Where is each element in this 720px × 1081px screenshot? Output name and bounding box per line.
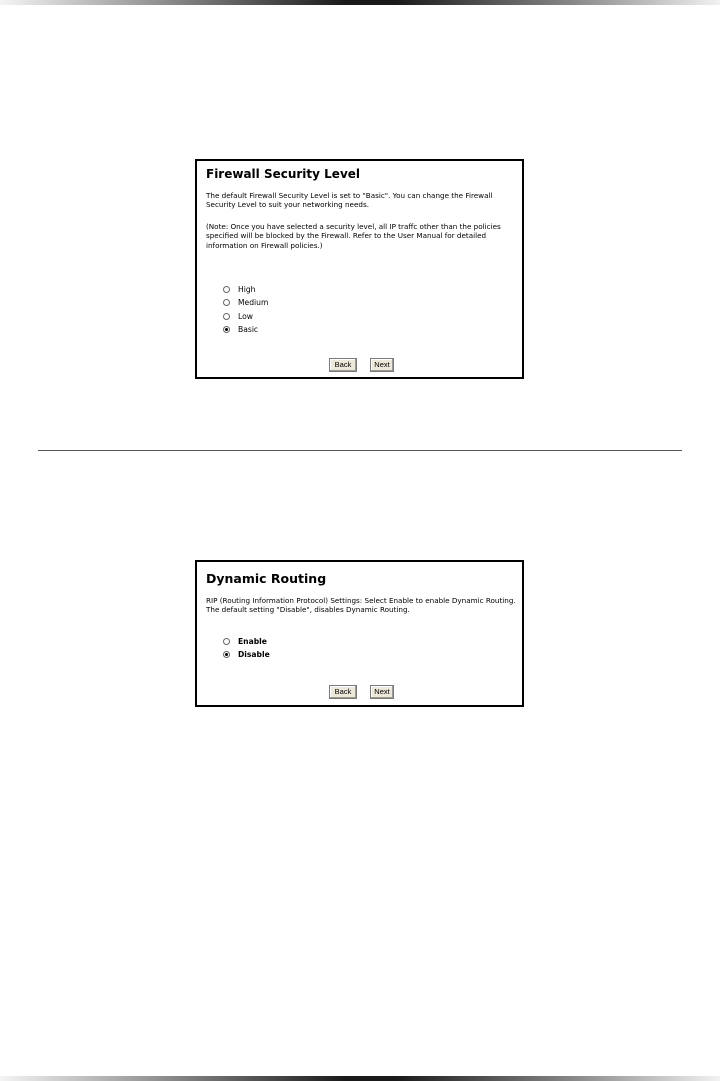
routing-option-label: Disable [238, 650, 270, 660]
routing-option-label: Enable [238, 637, 267, 647]
radio-medium[interactable] [223, 299, 230, 306]
security-level-label: Low [238, 311, 253, 321]
security-level-medium[interactable] [223, 296, 268, 309]
security-level-label: Basic [238, 325, 259, 335]
top-decorative-bar [0, 0, 720, 5]
routing-description: RIP (Routing Information Protocol) Settings: Select Enable to enable Dynamic Routing. The default setting "Disable", disables Dynamic Routing. [206, 596, 516, 615]
radio-disable[interactable] [223, 651, 230, 658]
radio-basic[interactable] [223, 326, 230, 333]
routing-next-button[interactable]: Next [370, 685, 394, 699]
security-level-label: High [238, 285, 256, 295]
firewall-description: The default Firewall Security Level is set to "Basic". You can change the Firewall Security Level to suit your networking needs. [206, 191, 493, 210]
radio-enable[interactable] [223, 638, 230, 645]
security-level-low[interactable] [223, 310, 268, 323]
firewall-next-button[interactable]: Next [370, 358, 394, 372]
firewall-panel-title: Firewall Security Level [206, 167, 361, 181]
firewall-security-panel [195, 159, 524, 379]
section-divider [38, 450, 682, 451]
routing-options [223, 635, 270, 662]
security-level-high[interactable] [223, 283, 268, 296]
firewall-note: (Note: Once you have selected a security level, all IP traffc other than the policies specified will be blocked by the Firewall. Refer to the User Manual for detailed information on Firewall policies.) [206, 222, 501, 250]
radio-high[interactable] [223, 286, 230, 293]
security-level-basic[interactable] [223, 323, 268, 336]
dynamic-routing-panel [195, 560, 524, 707]
routing-panel-title: Dynamic Routing [206, 571, 327, 586]
routing-back-button[interactable]: Back [329, 685, 357, 699]
firewall-back-button[interactable]: Back [329, 358, 357, 372]
routing-enable[interactable] [223, 635, 270, 648]
routing-disable[interactable] [223, 648, 270, 661]
security-level-label: Medium [238, 298, 269, 308]
radio-low[interactable] [223, 313, 230, 320]
security-level-options [223, 283, 268, 336]
bottom-decorative-bar [0, 1076, 720, 1081]
